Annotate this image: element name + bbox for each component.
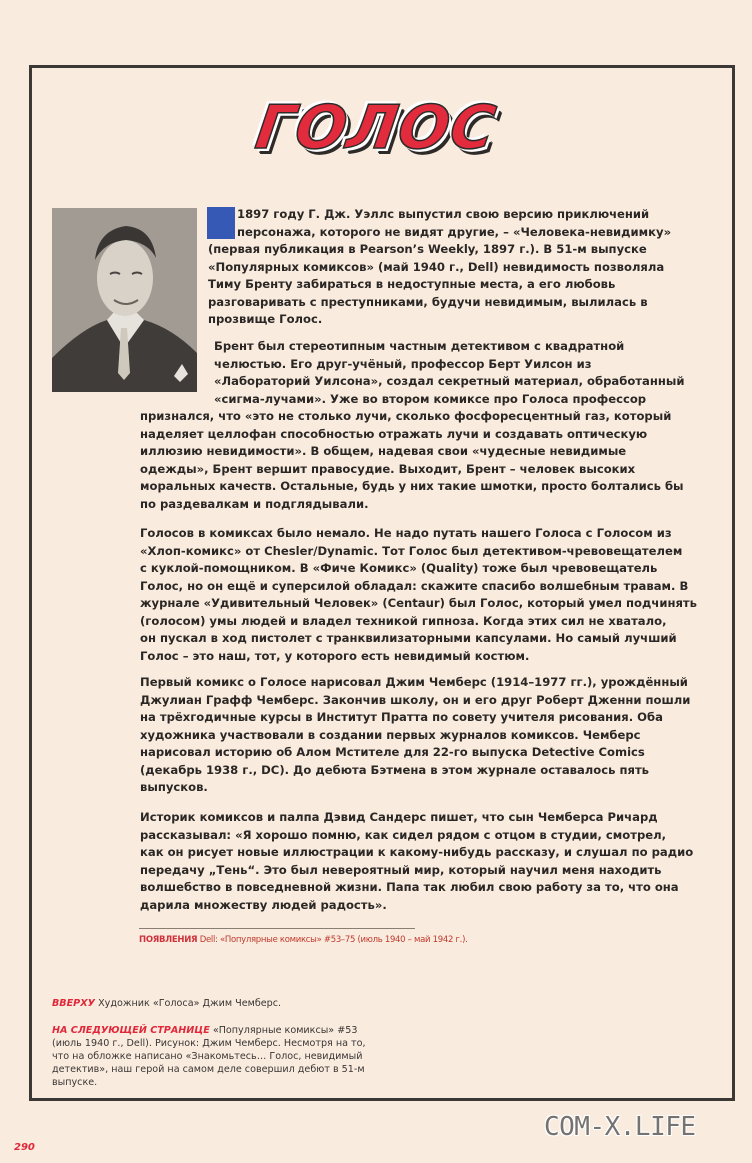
text-line: он пускал в ход пистолет с транквилизаторными капсулами. Но самый лучший bbox=[140, 631, 677, 645]
text-line: Голос – это наш, тот, у которого есть невидимый костюм. bbox=[140, 648, 530, 663]
paragraph-chambers bbox=[140, 674, 690, 797]
text-line: «Лабораторий Уилсона», создал секретный материал, обработанный bbox=[214, 374, 685, 388]
appearances-note bbox=[139, 935, 468, 945]
drop-cap-letter: В bbox=[207, 201, 238, 247]
appearances-label: ПОЯВЛЕНИЯ bbox=[139, 935, 198, 945]
caption-top-text: Художник «Голоса» Джим Чемберс. bbox=[98, 998, 282, 1009]
text-line: Первый комикс о Голосе нарисовал Джим Чемберс (1914–1977 гг.), урождённый bbox=[140, 675, 688, 689]
text-line: (первая публикация в Pearson’s Weekly, 1897 г.). В 51-м выпуске bbox=[208, 242, 647, 256]
paragraph-other-voices bbox=[140, 525, 697, 665]
text-line: Джулиан Графф Чемберс. Закончив школу, он и его друг Роберт Дженни пошли bbox=[140, 692, 691, 707]
article-title: ГОЛОС bbox=[251, 93, 501, 163]
text-line: по раздевалкам и подглядывали. bbox=[140, 496, 369, 511]
text-line: на трёхгодичные курсы в Институт Пратта по совету учителя рисования. Оба bbox=[140, 710, 663, 724]
text-line: Брент был стереотипным частным детективом с квадратной bbox=[214, 339, 625, 353]
watermark: COM-X.LIFE bbox=[544, 1112, 696, 1142]
text-line: иллюзию невидимости». В общем, надевая свои «чудесные невидимые bbox=[140, 444, 627, 458]
text-line: Тиму Бренту забираться в недоступные места, а его любовь bbox=[208, 277, 616, 291]
text-line: моральных качеств. Остальные, будь у них такие шмотки, просто болтались бы bbox=[140, 479, 684, 493]
caption-next-label: НА СЛЕДУЮЩЕЙ СТРАНИЦЕ bbox=[52, 1025, 210, 1036]
caption-next-line: «Популярные комиксы» #53 bbox=[212, 1025, 358, 1036]
text-line: одежды», Брент вершит правосудие. Выходит, Брент – человек высоких bbox=[140, 461, 636, 476]
text-line: журнале «Удивительный Человек» (Centaur) был Голос, который умел подчинять bbox=[140, 596, 697, 610]
text-line: челюстью. Его друг-учёный, профессор Берт Уилсон из bbox=[214, 356, 592, 371]
caption-top bbox=[52, 997, 281, 1010]
caption-top-label: ВВЕРХУ bbox=[52, 998, 96, 1009]
text-line: выпусков. bbox=[140, 780, 208, 794]
caption-next-page bbox=[52, 1024, 366, 1089]
appearances-text: Dell: «Популярные комиксы» #53–75 (июль 1940 – май 1942 г.). bbox=[199, 935, 468, 945]
text-line: признался, что «это не столько лучи, сколько фосфоресцентный газ, который bbox=[140, 409, 672, 423]
text-line: дарила множеству людей радость». bbox=[140, 897, 387, 912]
caption-next-line: (июль 1940 г., Dell). Рисунок: Джим Чемберс. Несмотря на то, bbox=[52, 1038, 366, 1049]
text-line: «Хлоп-комикс» от Chesler/Dynamic. Тот Голос был детективом-чревовещателем bbox=[140, 543, 683, 558]
text-line: персонажа, которого не видят другие, – «Человека-невидимку» bbox=[237, 224, 672, 239]
paragraph-brent bbox=[140, 408, 684, 513]
text-line: (декабрь 1938 г., DC). До дебюта Бэтмена в этом журнале оставалось пять bbox=[140, 762, 649, 777]
paragraph-intro-first-lines bbox=[237, 206, 671, 241]
caption-next-line: детектив», наш герой на самом деле совершил дебют в 51-м bbox=[52, 1064, 365, 1075]
portrait-illustration bbox=[52, 208, 197, 392]
text-line: передачу „Тень“. Это был невероятный мир, который научил меня находить bbox=[140, 862, 662, 877]
text-line: художника участвовали в создании первых журналов комиксов. Чемберс bbox=[140, 727, 641, 742]
text-line: Историк комиксов и палпа Дэвид Сандерс пишет, что сын Чемберса Ричард bbox=[140, 810, 658, 824]
text-line: Голосов в комиксах было немало. Не надо путать нашего Голоса с Голосом из bbox=[140, 526, 672, 540]
appearances-divider bbox=[139, 928, 415, 929]
portrait-photo bbox=[52, 208, 197, 392]
text-line: как он рисует новые иллюстрации к какому-нибудь рассказу, и слушал по радио bbox=[140, 845, 694, 859]
page-number: 290 bbox=[14, 1142, 35, 1153]
paragraph-brent-wrapped bbox=[214, 338, 684, 408]
text-line: с куклой-помощником. В «Фиче Комикс» (Quality) тоже был чревовещатель bbox=[140, 561, 658, 575]
text-line: наделяет целлофан способностью отражать лучи и создавать оптическую bbox=[140, 426, 648, 441]
text-line: нарисовал историю об Алом Мстителе для 22-го выпуска Detective Comics bbox=[140, 745, 645, 759]
text-line: «Популярных комиксов» (май 1940 г., Dell) невидимость позволяла bbox=[208, 259, 665, 274]
text-line: прозвище Голос. bbox=[208, 312, 323, 326]
caption-next-line: выпуске. bbox=[52, 1077, 98, 1088]
text-line: рассказывал: «Я хорошо помню, как сидел рядом с отцом в студии, смотрел, bbox=[140, 827, 667, 842]
text-line: разговаривать с преступниками, будучи невидимым, вылилась в bbox=[208, 294, 648, 309]
text-line: (голосом) умы людей и владел техникой гипноза. Когда этих сил не хватало, bbox=[140, 613, 667, 628]
text-line: «сигма-лучами». Уже во втором комиксе про Голоса профессор bbox=[214, 391, 647, 406]
paragraph-sanders-quote bbox=[140, 809, 693, 914]
paragraph-intro bbox=[208, 241, 664, 329]
text-line: 1897 году Г. Дж. Уэллс выпустил свою версию приключений bbox=[237, 207, 650, 221]
text-line: волшебство в повседневной жизни. Папа так любил свою работу за то, что она bbox=[140, 880, 679, 894]
caption-next-line: что на обложке написано «Знакомьтесь… Голос, невидимый bbox=[52, 1051, 363, 1062]
text-line: Голос, но он ещё и суперсилой обладал: скажите спасибо волшебным травам. В bbox=[140, 578, 689, 593]
